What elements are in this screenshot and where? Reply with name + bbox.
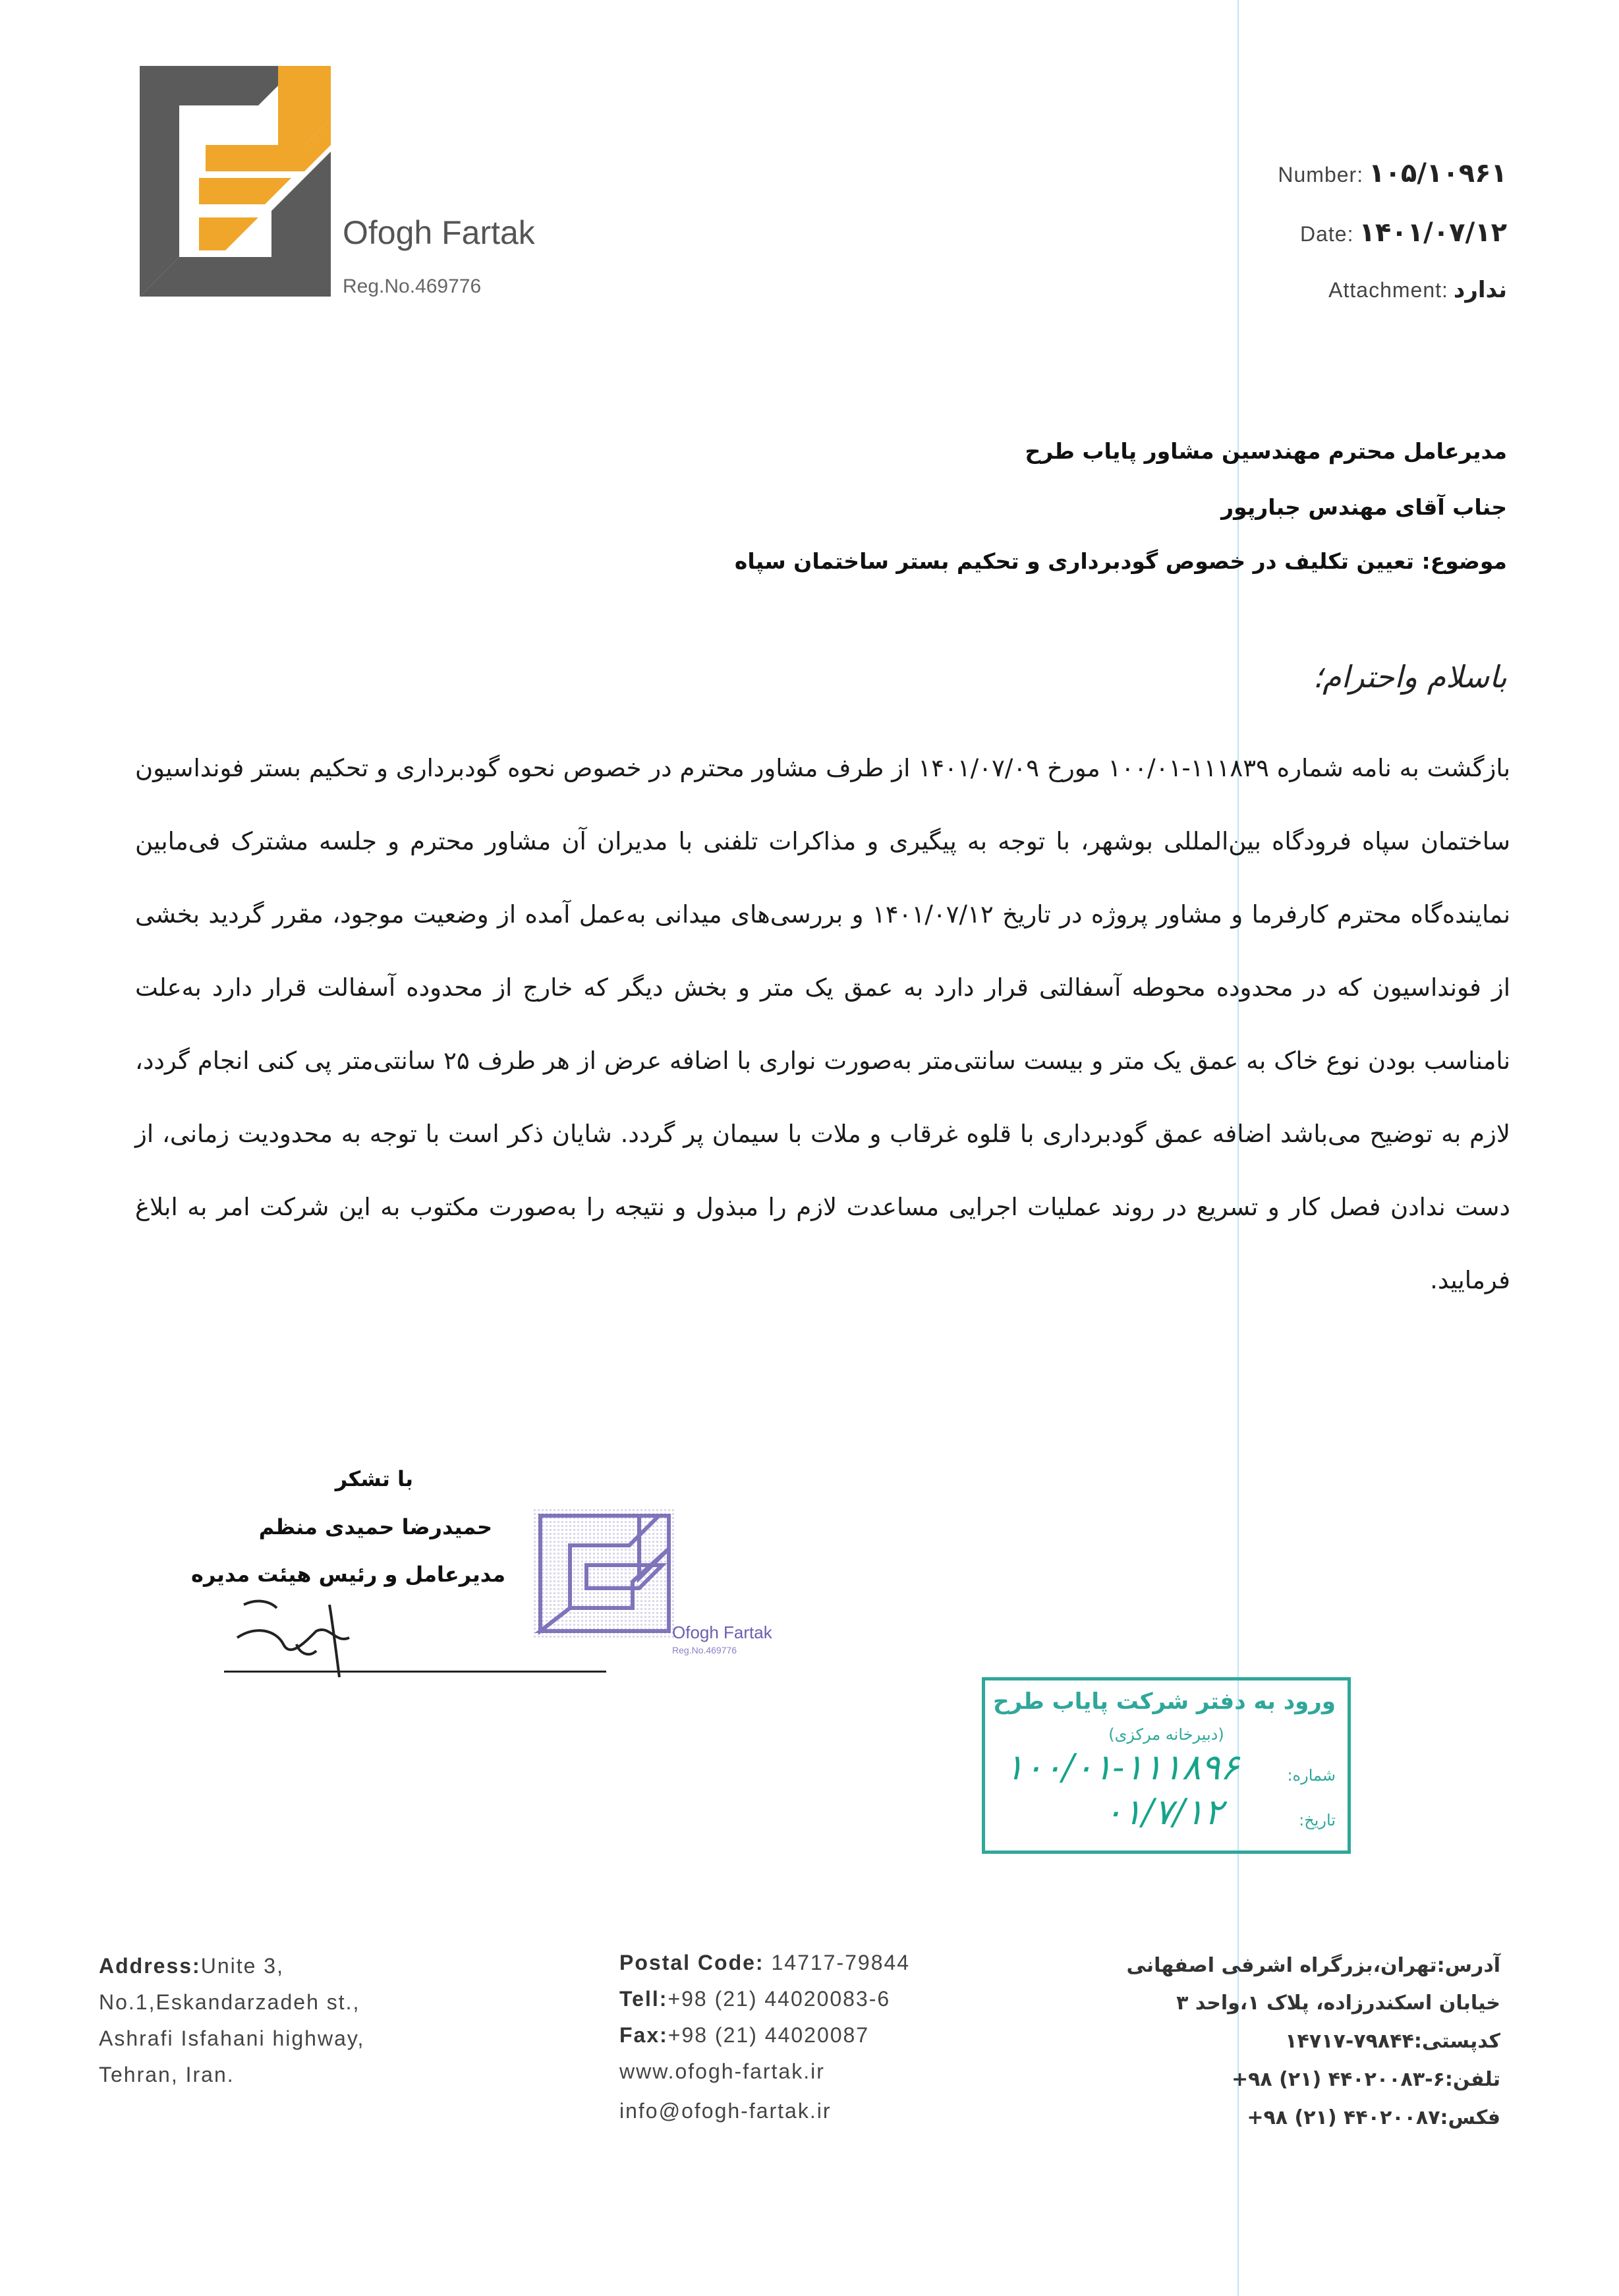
signature-rule bbox=[224, 1671, 606, 1673]
footer-address-line-4: Tehran, Iran. bbox=[99, 2063, 235, 2086]
footer-postal: Postal Code: 14717-79844 bbox=[619, 1951, 911, 1974]
addressee-line-1: مدیرعامل محترم مهندسین مشاور پایاب طرح bbox=[1025, 438, 1507, 464]
subject-line: موضوع: تعیین تکلیف در خصوص گودبرداری و تحکیم بستر ساختمان سپاه bbox=[734, 548, 1507, 574]
company-reg-number: Reg.No.469776 bbox=[343, 275, 482, 297]
footer-email-link[interactable]: info@ofogh-fartak.ir bbox=[619, 2099, 832, 2123]
receipt-number-value: ۱۰۰/۰۱-۱۱۱۸۹۶ bbox=[1005, 1746, 1239, 1788]
receipt-stamp-title: ورود به دفتر شرکت پایاب طرح bbox=[993, 1688, 1336, 1715]
company-name: Ofogh Fartak bbox=[343, 214, 535, 251]
greeting: باسلام واحترام؛ bbox=[1313, 659, 1507, 695]
date-value: ۱۴۰۱/۰۷/۱۲ bbox=[1359, 217, 1507, 248]
footer-address-line-2: No.1,Eskandarzadeh st., bbox=[99, 1990, 360, 2014]
company-stamp bbox=[534, 1509, 675, 1638]
footer-address-line-1: Address:Unite 3, bbox=[99, 1954, 284, 1978]
signature-thanks: با تشکر bbox=[335, 1466, 413, 1491]
receipt-date-value: ۰۱/۷/۱۲ bbox=[1104, 1791, 1224, 1833]
footer-fax: Fax:+98 (21) 44020087 bbox=[619, 2023, 870, 2047]
attachment-label: Attachment: bbox=[1328, 278, 1448, 302]
receipt-stamp bbox=[982, 1677, 1351, 1854]
date-label: Date: bbox=[1299, 222, 1354, 246]
number-label: Number: bbox=[1278, 163, 1364, 187]
footer-fa-address-1: آدرس:تهران،بزرگراه اشرفی اصفهانی bbox=[1126, 1954, 1500, 1977]
letter-body: بازگشت به نامه شماره ۱۱۱۸۳۹-۱۰۰/۰۱ مورخ ۱۴۰۱/۰۷/۰۹ از طرف مشاور محترم در خصوص نحوه گودبرداری و تحکیم بستر فونداسیون ساختمان سپاه فرودگاه بین‌المللی بوشهر، با توجه به پیگیری و مذاکرات تلفنی با مدیران آن مشاور محترم و جلسه مشترک فی‌مابین نماینده‌گاه محترم کارفرما و مشاور پروژه در تاریخ ۱۴۰۱/۰۷/۱۲ و بررسی‌های میدانی به‌عمل آمده از وضعیت موجود، مقرر گردید بخشی از فونداسیون که در محدوده محوطه آسفالتی قرار دارد به عمق یک متر و بخش دیگر که خارج از محدوده آسفالت قرار دارد به‌علت نامناسب بودن نوع خاک به عمق یک متر و بیست سانتی‌متر به‌صورت نواری با اضافه عرض از هر طرف ۲۵ سانتی‌متر پی کنی انجام گردد، لازم به توضیح می‌باشد اضافه عمق گودبرداری با قلوه غرقاب و ملات با سیمان پر گردد. شایان ذکر است با توجه به محدودیت زمانی، از دست ندادن فصل کار و تسریع در روند عملیات اجرایی مساعدت لازم را مبذول و نتیجه را به‌صورت مکتوب به این شرکت امر به ابلاغ فرمایید. bbox=[135, 754, 1511, 1294]
receipt-date-label: تاریخ: bbox=[1299, 1811, 1336, 1829]
footer-tel: Tell:+98 (21) 44020083-6 bbox=[619, 1987, 891, 2011]
addressee-line-2: جناب آقای مهندس جبارپور bbox=[1221, 494, 1507, 520]
receipt-stamp-subtitle: (دبیرخانه مرکزی) bbox=[1108, 1725, 1224, 1744]
stamp-reg-number: Reg.No.469776 bbox=[672, 1645, 737, 1655]
receipt-number-label: شماره: bbox=[1287, 1766, 1336, 1785]
company-logo bbox=[140, 66, 331, 297]
signature-title: مدیرعامل و رئیس هیئت مدیره bbox=[191, 1562, 505, 1587]
letter-number-row bbox=[1278, 158, 1507, 188]
stamp-company-name: Ofogh Fartak bbox=[672, 1622, 772, 1642]
number-value: ۱۰۵/۱۰۹۶۱ bbox=[1369, 158, 1507, 188]
footer-address-label: Address: bbox=[99, 1954, 201, 1978]
letter-date-row bbox=[1300, 217, 1507, 248]
footer-website-link[interactable]: www.ofogh-fartak.ir bbox=[619, 2059, 825, 2083]
footer-fa-fax: فکس:۴۴۰۲۰۰۸۷ (۲۱) ۹۸+ bbox=[1247, 2106, 1500, 2129]
attachment-row bbox=[1328, 277, 1507, 303]
handwritten-signature bbox=[217, 1585, 415, 1684]
footer-fa-tel: تلفن:۶-۴۴۰۲۰۰۸۳ (۲۱) ۹۸+ bbox=[1231, 2068, 1500, 2091]
signature-name: حمیدرضا حمیدی منظم bbox=[258, 1514, 492, 1539]
footer-fa-address-2: خیابان اسکندرزاده، پلاک ۱،واحد ۳ bbox=[1176, 1992, 1500, 2015]
footer-fa-postal: کدپستی:۷۹۸۴۴-۱۴۷۱۷ bbox=[1285, 2030, 1500, 2053]
attachment-value: ندارد bbox=[1453, 277, 1507, 303]
footer-address-line-3: Ashrafi Isfahani highway, bbox=[99, 2026, 365, 2050]
